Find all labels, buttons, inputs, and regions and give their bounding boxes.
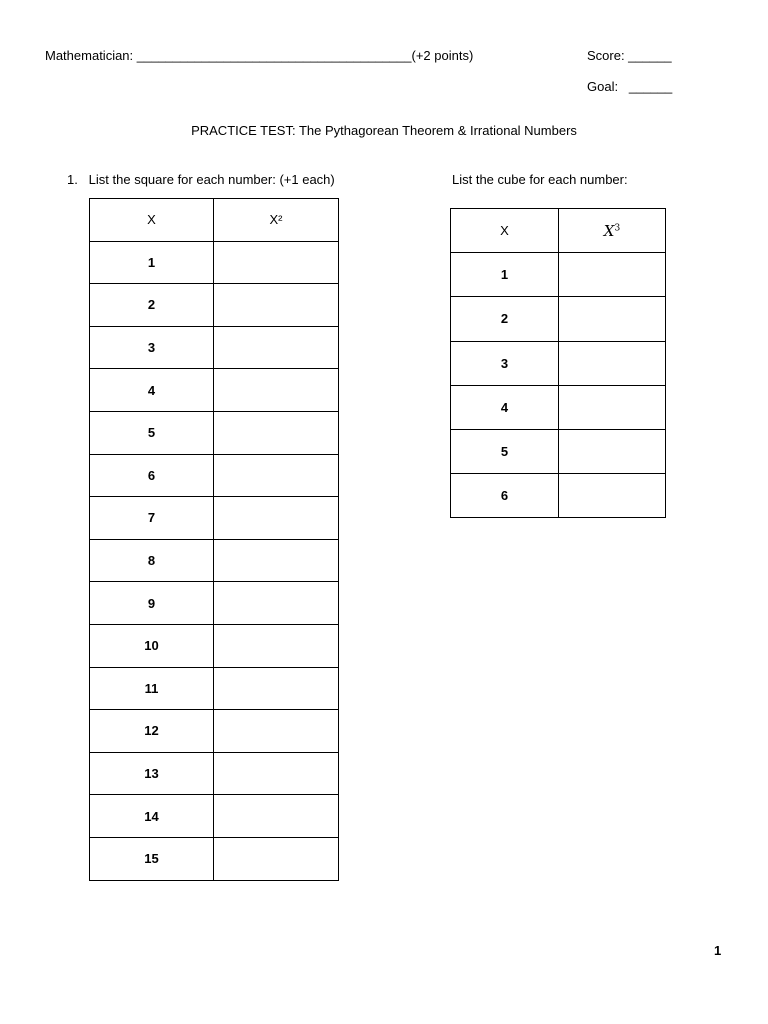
table-row [90, 241, 339, 284]
square-number-cell: 11 [90, 667, 214, 710]
squares-col-x: X [90, 199, 214, 242]
table-row [90, 752, 339, 795]
cube-answer-cell[interactable] [559, 253, 666, 297]
cube-number-cell: 6 [451, 474, 559, 518]
table-row [90, 624, 339, 667]
cubes-col-x: X [451, 209, 559, 253]
square-number-cell: 3 [90, 326, 214, 369]
table-row [451, 341, 666, 385]
square-number-cell: 1 [90, 241, 214, 284]
table-row [451, 429, 666, 473]
cube-number-cell: 2 [451, 297, 559, 341]
cube-number-cell: 1 [451, 253, 559, 297]
square-number-cell: 7 [90, 497, 214, 540]
goal-line: Goal: ______ [587, 79, 673, 94]
squares-col-square: X² [214, 199, 339, 242]
table-row [90, 795, 339, 838]
cube-answer-cell[interactable] [559, 474, 666, 518]
square-answer-cell[interactable] [214, 624, 339, 667]
square-answer-cell[interactable] [214, 539, 339, 582]
square-number-cell: 10 [90, 624, 214, 667]
table-row [90, 497, 339, 540]
cube-answer-cell[interactable] [559, 297, 666, 341]
table-row [90, 710, 339, 753]
square-answer-cell[interactable] [214, 837, 339, 880]
cube-exponent: 3 [614, 223, 621, 234]
table-row [451, 253, 666, 297]
square-answer-cell[interactable] [214, 710, 339, 753]
table-row [451, 474, 666, 518]
cube-answer-cell[interactable] [559, 429, 666, 473]
square-answer-cell[interactable] [214, 326, 339, 369]
cube-answer-cell[interactable] [559, 385, 666, 429]
square-answer-cell[interactable] [214, 582, 339, 625]
square-number-cell: 4 [90, 369, 214, 412]
cubes-col-cube [559, 209, 666, 253]
square-answer-cell[interactable] [214, 752, 339, 795]
table-row [90, 837, 339, 880]
score-line: Score: ______ [587, 48, 672, 63]
cube-number-cell: 3 [451, 341, 559, 385]
table-row [90, 284, 339, 327]
square-answer-cell[interactable] [214, 241, 339, 284]
square-answer-cell[interactable] [214, 369, 339, 412]
table-row [451, 385, 666, 429]
table-row [90, 582, 339, 625]
square-answer-cell[interactable] [214, 411, 339, 454]
cube-number-cell: 4 [451, 385, 559, 429]
page-title: PRACTICE TEST: The Pythagorean Theorem & Irrational Numbers [191, 123, 577, 138]
page-number: 1 [714, 943, 722, 958]
square-number-cell: 5 [90, 411, 214, 454]
square-number-cell: 15 [90, 837, 214, 880]
square-number-cell: 6 [90, 454, 214, 497]
square-number-cell: 9 [90, 582, 214, 625]
square-answer-cell[interactable] [214, 454, 339, 497]
cube-base: X [603, 221, 615, 240]
cube-instruction: List the cube for each number: [452, 172, 628, 187]
squares-table [89, 198, 339, 881]
cubes-header-row [451, 209, 666, 253]
square-answer-cell[interactable] [214, 667, 339, 710]
square-number-cell: 8 [90, 539, 214, 582]
table-row [90, 454, 339, 497]
square-number-cell: 12 [90, 710, 214, 753]
square-number-cell: 14 [90, 795, 214, 838]
table-row [90, 369, 339, 412]
table-row [451, 297, 666, 341]
table-row [90, 326, 339, 369]
square-answer-cell[interactable] [214, 284, 339, 327]
square-answer-cell[interactable] [214, 497, 339, 540]
square-answer-cell[interactable] [214, 795, 339, 838]
square-number-cell: 13 [90, 752, 214, 795]
table-row [90, 667, 339, 710]
question-1-instruction: 1. List the square for each number: (+1 each) [67, 172, 335, 187]
cubes-table [450, 208, 666, 518]
cube-answer-cell[interactable] [559, 341, 666, 385]
table-row [90, 411, 339, 454]
cube-number-cell: 5 [451, 429, 559, 473]
square-number-cell: 2 [90, 284, 214, 327]
table-row [90, 539, 339, 582]
squares-header-row [90, 199, 339, 242]
mathematician-name-line: Mathematician: ______________________________________(+2 points) [45, 48, 474, 63]
